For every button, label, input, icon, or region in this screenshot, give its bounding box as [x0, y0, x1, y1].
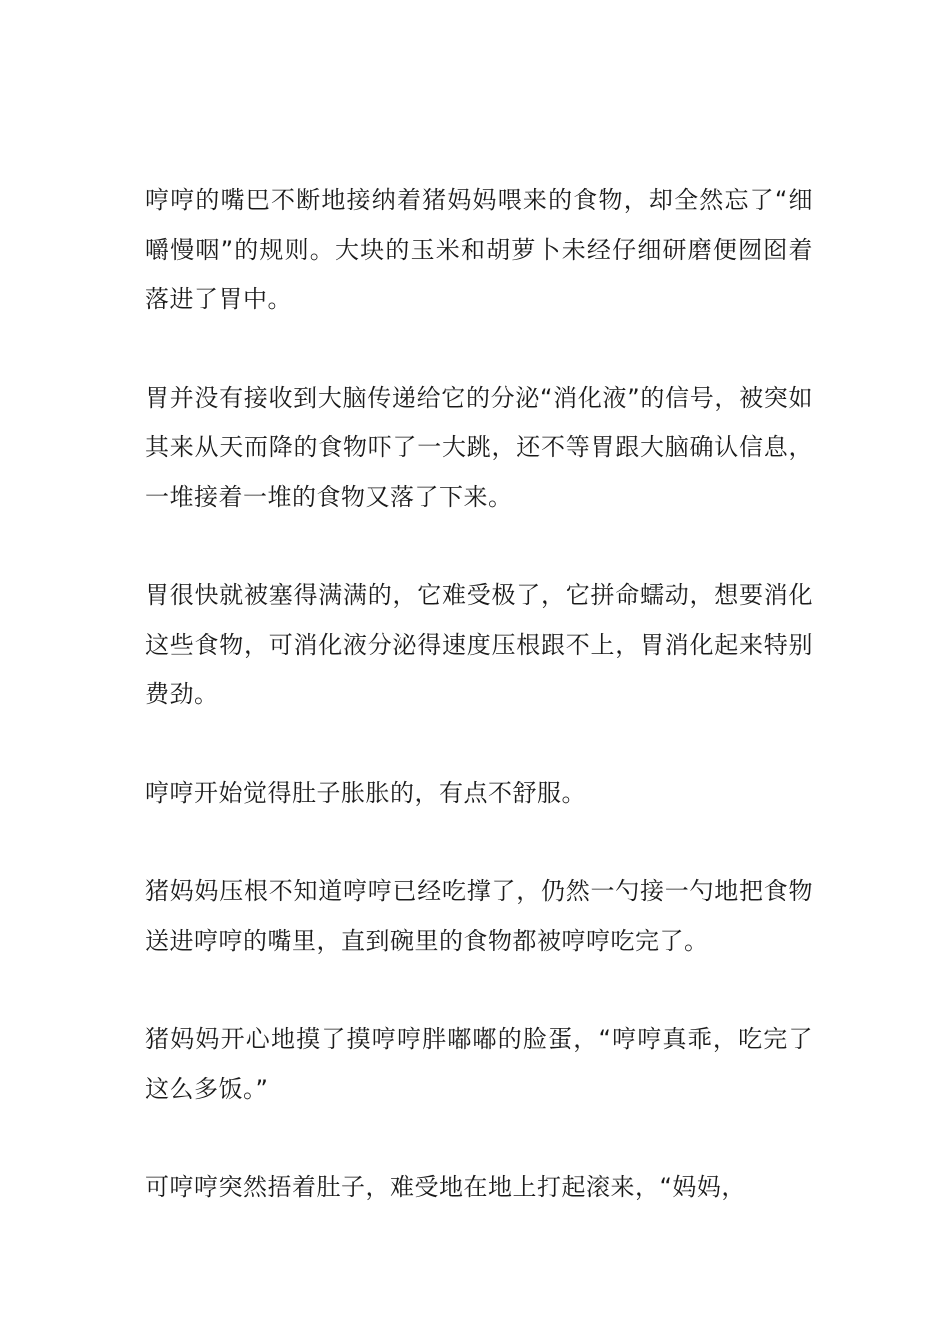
paragraph-7: 可哼哼突然捂着肚子，难受地在地上打起滚来，“妈妈，: [145, 1173, 746, 1201]
paragraph-6: 猪妈妈开心地摸了摸哼哼胖嘟嘟的脸蛋，“哼哼真乖，吃完了这么多饭。”: [145, 1025, 813, 1103]
paragraph-1: 哼哼的嘴巴不断地接纳着猪妈妈喂来的食物，却全然忘了“细嚼慢咽”的规则。大块的玉米和胡萝卜未经仔细研磨便囫囵着落进了胃中。: [145, 186, 813, 313]
paragraph-2: 胃并没有接收到大脑传递给它的分泌“消化液”的信号，被突如其来从天而降的食物吓了一大跳，还不等胃跟大脑确认信息，一堆接着一堆的食物又落了下来。: [145, 383, 813, 511]
paragraph-3: 胃很快就被塞得满满的，它难受极了，它拼命蠕动，想要消化这些食物，可消化液分泌得速度压根跟不上，胃消化起来特别费劲。: [145, 581, 813, 708]
paragraph-4: 哼哼开始觉得肚子胀胀的，有点不舒服。: [145, 778, 586, 807]
paragraph-5: 猪妈妈压根不知道哼哼已经吃撑了，仍然一勺接一勺地把食物送进哼哼的嘴里，直到碗里的食物都被哼哼吃完了。: [145, 877, 813, 955]
document-body: [145, 176, 813, 1262]
